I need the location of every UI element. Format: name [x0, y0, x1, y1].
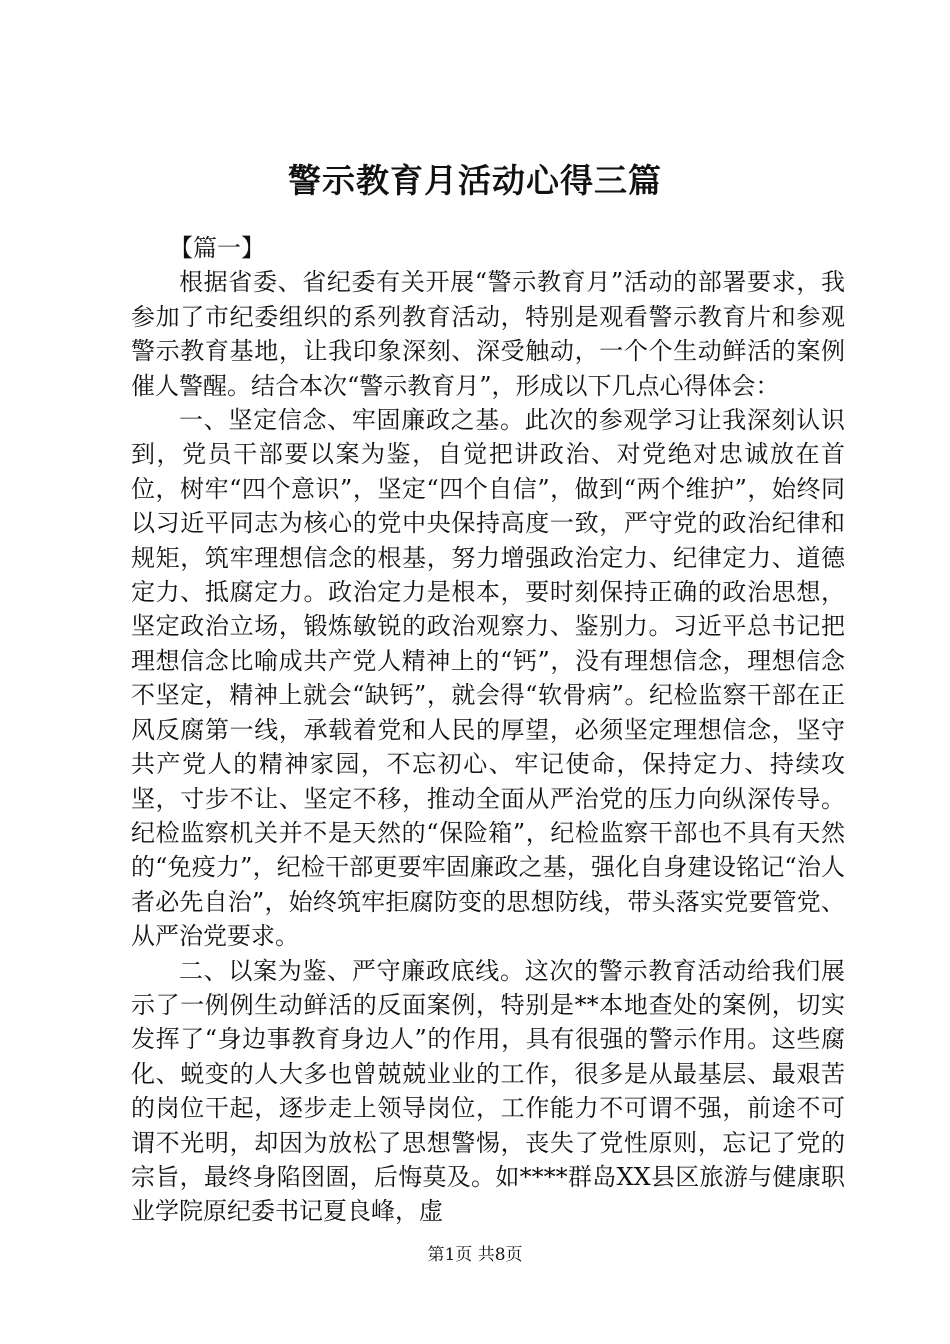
document-title: 警示教育月活动心得三篇 [288, 161, 662, 200]
paragraph-point-one: 一、坚定信念、牢固廉政之基。此次的参观学习让我深刻认识到，党员干部要以案为鉴，自觉把讲政治、对党绝对忠诚放在首位，树牢“四个意识”，坚定“四个自信”，做到“两个维护”，始终同以习近平同志为核心的党中央保持高度一致，严守党的政治纪律和规矩，筑牢理想信念的根基，努力增强政治定力、纪律定力、道德定力、抵腐定力。政治定力是根本，要时刻保持正确的政治思想，坚定政治立场，锻炼敏锐的政治观察力、鉴别力。习近平总书记把理想信念比喻成共产党人精神上的“钙”，没有理想信念，理想信念不坚定，精神上就会“缺钙”，就会得“软骨病”。纪检监察干部在正风反腐第一线，承载着党和人民的厚望，必须坚定理想信念，坚守共产党人的精神家园，不忘初心、牢记使命，保持定力、持续攻坚，寸步不让、坚定不移，推动全面从严治党的压力向纵深传导。纪检监察机关并不是天然的“保险箱”，纪检监察干部也不具有天然的“免疫力”，纪检干部更要牢固廉政之基，强化自身建设铭记“治人者必先自治”，始终筑牢拒腐防变的思想防线，带头落实党要管党、从严治党要求。 [131, 406, 845, 951]
paragraph-point-two: 二、以案为鉴、严守廉政底线。这次的警示教育活动给我们展示了一例例生动鲜活的反面案例，特别是**本地查处的案例，切实发挥了“身边事教育身边人”的作用，具有很强的警示作用。这些腐化、蜕变的人大多也曾兢兢业业的工作，很多是从最基层、最艰苦的岗位干起，逐步走上领导岗位，工作能力不可谓不强，前途不可谓不光明，却因为放松了思想警惕，丧失了党性原则，忘记了党的宗旨，最终身陷囹圄，后悔莫及。如****群岛XX县区旅游与健康职业学院原纪委书记夏良峰，虚 [131, 956, 845, 1226]
section-label: 【篇一】 [169, 234, 265, 262]
paragraph-intro: 根据省委、省纪委有关开展“警示教育月”活动的部署要求，我参加了市纪委组织的系列教育活动，特别是观看警示教育片和参观警示教育基地，让我印象深刻、深受触动，一个个生动鲜活的案例催人警醒。结合本次“警示教育月”，形成以下几点心得体会： [131, 268, 845, 400]
page-footer: 第1页 共8页 [427, 1245, 523, 1265]
document-body [131, 231, 845, 1229]
